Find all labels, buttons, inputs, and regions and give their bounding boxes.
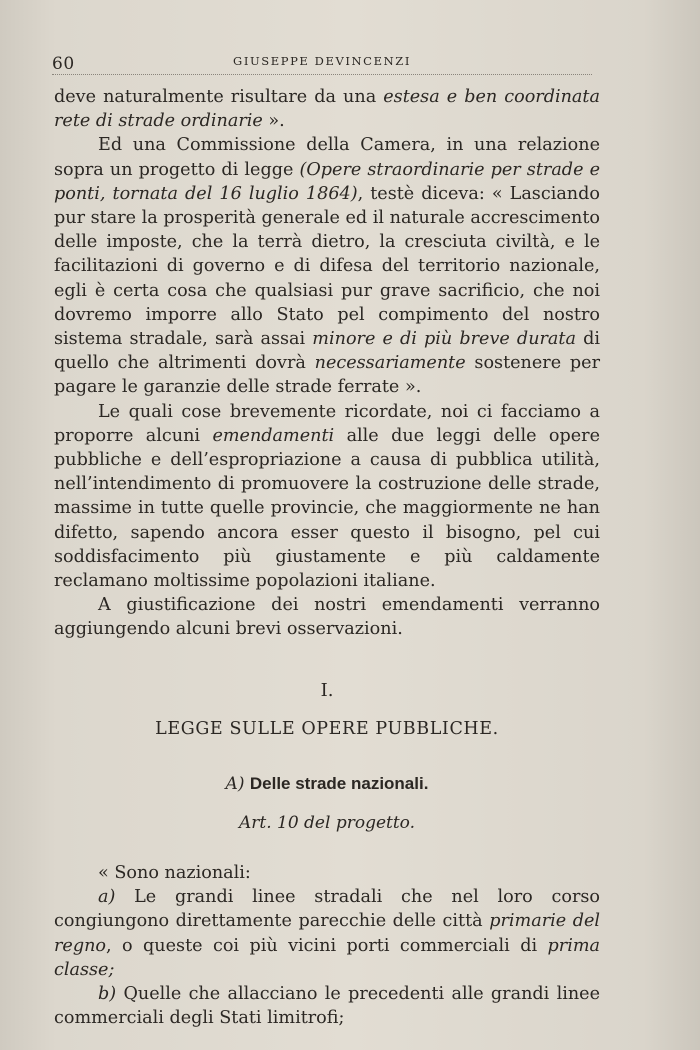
italic-text: prima classe; <box>54 935 600 980</box>
page-header <box>52 52 592 75</box>
text-run: ». <box>262 111 285 132</box>
subsection-title <box>54 774 600 794</box>
subsection-heading: Delle strade nazionali. <box>249 774 429 793</box>
italic-text: a) <box>98 887 116 908</box>
law-paragraph <box>54 861 600 885</box>
law-paragraph <box>54 885 600 982</box>
running-head: GIUSEPPE DEVINCENZI <box>233 54 411 68</box>
law-paragraph <box>54 982 600 1030</box>
text-run: alle due leggi delle opere pubbliche e dell’espropriazione a causa di pubblica utilità, nell’intendimento di promuovere la costruzione delle strade, massime in tutte quelle provincie, che maggiormente ne han difetto, sapendo ancora esser questo il bisogno, pel cui soddisfacimento più giustamente e più caldamente reclamano moltissime popolazioni italiane. <box>54 425 600 592</box>
paragraph <box>54 400 600 594</box>
section-number: I. <box>320 680 334 701</box>
italic-text: primarie del regno <box>54 911 600 956</box>
text-run: di quello che altrimenti dovrà <box>54 329 600 374</box>
text-run: sostenere per pagare le garanzie delle strade ferrate ». <box>54 353 600 398</box>
text-run: deve naturalmente risultare da una <box>54 87 384 107</box>
italic-text: b) <box>98 984 117 1005</box>
paragraph <box>54 85 600 133</box>
paragraph <box>54 133 600 399</box>
paragraph <box>54 593 600 641</box>
italic-text: estesa e ben coordinata rete di strade ordinarie <box>54 87 600 132</box>
text-run: , o queste coi più vicini porti commerciali di <box>106 935 548 956</box>
italic-text: minore e di più breve durata <box>312 329 576 350</box>
text-run: Ed una Commissione della Camera, in una relazione sopra un progetto di legge <box>54 135 600 180</box>
text-run: A giustificazione dei nostri emendamenti verranno aggiungendo alcuni brevi osservazioni. <box>54 595 600 640</box>
text-run: « Sono nazionali: <box>98 863 251 883</box>
law-text <box>54 861 600 1030</box>
italic-text: (Opere straordinarie per strade e ponti, tornata del 16 luglio 1864) <box>54 159 600 204</box>
subsection-letter: A) <box>225 774 245 794</box>
article-title: Art. 10 del progetto. <box>238 813 416 833</box>
page-number: 60 <box>52 54 75 74</box>
text-run: Quelle che allacciano le precedenti alle grandi linee commerciali degli Stati limitrofi; <box>54 984 600 1029</box>
italic-text: necessariamente <box>314 353 466 374</box>
text-run: Le grandi linee stradali che nel loro corso congiungono direttamente parecchie delle città <box>54 887 600 932</box>
text-run: , testè diceva: « Lasciando pur stare la prosperità generale ed il naturale accrescimento delle imposte, che la terrà dietro, la cresciuta civiltà, e le facilitazioni di governo e di difesa del territorio nazionale, egli è certa cosa che qualsiasi pur grave sacrificio, che noi dovremo imporre allo Stato pel compimento del nostro sistema stradale, sarà assai <box>54 183 600 350</box>
italic-text: emendamenti <box>212 425 335 446</box>
section-title: LEGGE SULLE OPERE PUBBLICHE. <box>155 719 499 739</box>
text-run: Le quali cose brevemente ricordate, noi ci facciamo a proporre alcuni <box>54 401 600 446</box>
body-text <box>54 85 600 642</box>
